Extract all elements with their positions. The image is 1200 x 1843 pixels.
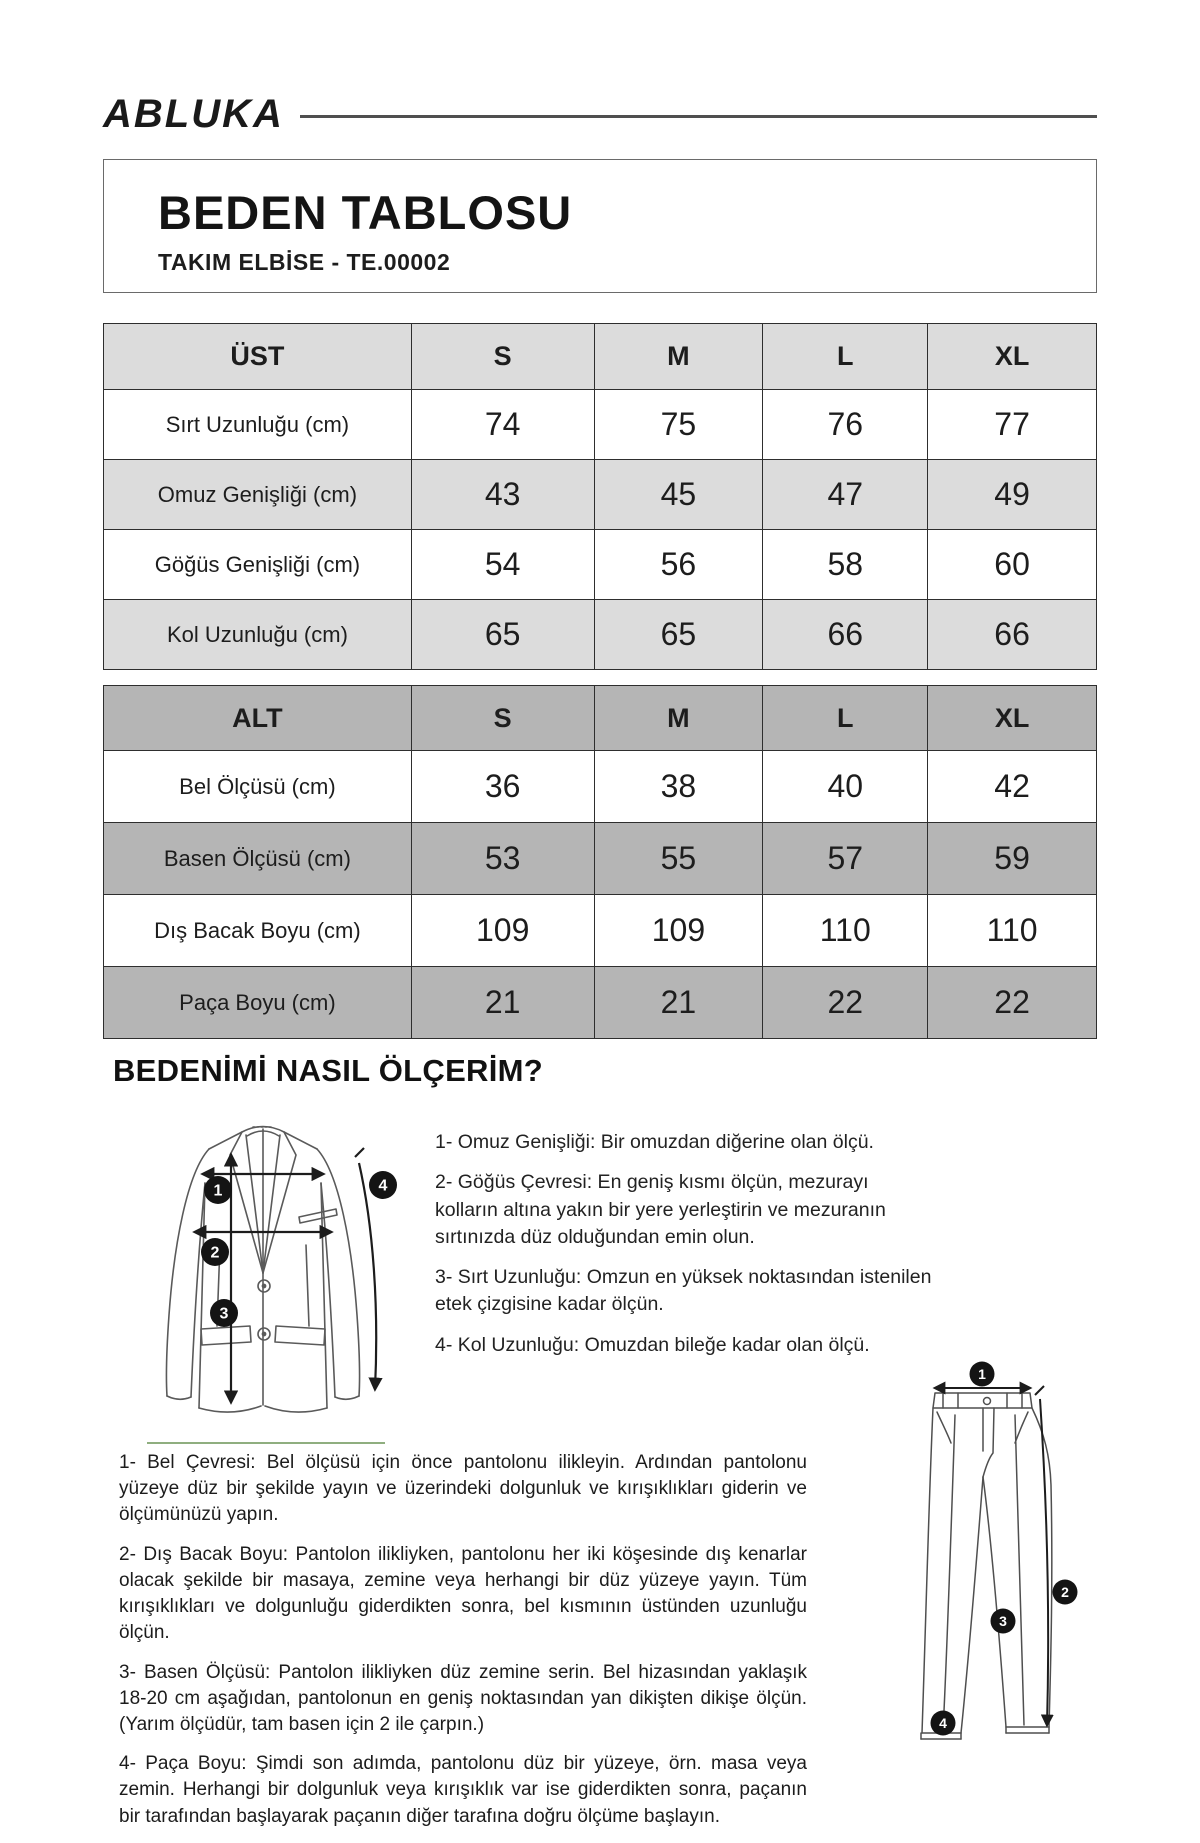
cell-value: 47	[763, 460, 928, 530]
col-header-m: M	[594, 324, 763, 390]
cell-value: 55	[594, 823, 763, 895]
cell-value: 109	[411, 895, 594, 967]
table-header-row	[104, 686, 1097, 751]
col-header-s: S	[411, 686, 594, 751]
pants-diagram-icon	[807, 1355, 1097, 1785]
pants-step: 3- Basen Ölçüsü: Pantolon ilikliyken düz zemine serin. Bel hizasından yaklaşık 18-20 cm aşağıdan, pantolonun en geniş noktasından yan dikişten dikişe ölçün. (Yarım ölçüdür, tam basen için 2 ile çarpın.)	[119, 1661, 807, 1735]
table-row	[104, 530, 1097, 600]
col-header-xl: XL	[928, 686, 1097, 751]
jacket-marker-3-icon	[210, 1299, 238, 1327]
svg-text:1: 1	[213, 1182, 223, 1200]
page-title: BEDEN TABLOSU	[158, 186, 573, 239]
row-label: Bel Ölçüsü (cm)	[104, 751, 412, 823]
jacket-marker-1-icon	[204, 1176, 232, 1204]
cell-value: 110	[928, 895, 1097, 967]
row-label: Kol Uzunluğu (cm)	[104, 600, 412, 670]
table-row	[104, 460, 1097, 530]
cell-value: 66	[928, 600, 1097, 670]
cell-value: 109	[594, 895, 763, 967]
pants-figure	[807, 1355, 1097, 1843]
cell-value: 53	[411, 823, 594, 895]
pants-step: 4- Paça Boyu: Şimdi son adımda, pantolonu düz bir yüzeye, örn. masa veya zemin. Herhangi bir dolgunluk veya kırışıklık var ise giderdikten sonra, paçanın bir tarafından başlayarak paçanın diğer tarafına doğru ölçüme başlayın.	[119, 1753, 807, 1827]
jacket-diagram-icon	[113, 1105, 413, 1435]
jacket-step: 2- Göğüs Çevresi: En geniş kısmı ölçün, mezurayı kolların altına yakın bir yere yerleştirin ve mezuranın sırtınızda düz olduğundan emin olun.	[435, 1171, 886, 1248]
col-header-xl: XL	[928, 324, 1097, 390]
brand-logo: ABLUKA	[103, 92, 284, 136]
table-header-row	[104, 324, 1097, 390]
col-header-s: S	[411, 324, 594, 390]
pants-marker-3-icon	[991, 1609, 1016, 1634]
pants-steps	[103, 1450, 807, 1843]
how-to-measure-heading: BEDENİMİ NASIL ÖLÇERİM?	[113, 1053, 544, 1088]
cell-value: 21	[594, 967, 763, 1039]
cell-value: 22	[763, 967, 928, 1039]
pants-marker-1-icon	[970, 1362, 995, 1387]
svg-text:2: 2	[1061, 1584, 1069, 1600]
jacket-ground-line	[147, 1442, 385, 1444]
jacket-step: 1- Omuz Genişliği: Bir omuzdan diğerine olan ölçü.	[435, 1131, 874, 1153]
product-code: TAKIM ELBİSE - TE.00002	[158, 249, 451, 275]
cell-value: 59	[928, 823, 1097, 895]
row-label: Göğüs Genişliği (cm)	[104, 530, 412, 600]
row-label: Dış Bacak Boyu (cm)	[104, 895, 412, 967]
brand-row	[103, 0, 1097, 137]
title-box	[103, 159, 1097, 293]
size-table-bottom	[103, 685, 1097, 1039]
cell-value: 65	[411, 600, 594, 670]
brand-divider	[300, 115, 1097, 118]
table-row	[104, 967, 1097, 1039]
pants-step: 1- Bel Çevresi: Bel ölçüsü için önce pantolonu ilikleyin. Ardından pantolonu yüzeye düz bir şekilde yayın ve üzerindeki dolgunluk ve kırışıklıkları giderin ve ölçümünüzü yapın.	[119, 1452, 807, 1526]
pants-marker-4-icon	[931, 1711, 956, 1736]
cell-value: 56	[594, 530, 763, 600]
col-header-l: L	[763, 686, 928, 751]
cell-value: 75	[594, 390, 763, 460]
jacket-figure	[103, 1105, 403, 1444]
jacket-step: 4- Kol Uzunluğu: Omuzdan bileğe kadar olan ölçü.	[435, 1333, 870, 1356]
pants-step: 2- Dış Bacak Boyu: Pantolon ilikliyken, pantolonu her iki köşesinde dış kenarlar olacak şekilde bir masaya, zemine veya herhangi bir düz yüzeye yayın. Tüm kırışıklıkları ve dolgunluğu giderdikten sonra, bel kısmının üstünden uzunluğu ölçün.	[119, 1543, 807, 1644]
cell-value: 58	[763, 530, 928, 600]
row-label: Basen Ölçüsü (cm)	[104, 823, 412, 895]
table-row	[104, 895, 1097, 967]
cell-value: 21	[411, 967, 594, 1039]
svg-text:4: 4	[378, 1177, 388, 1195]
cell-value: 76	[763, 390, 928, 460]
svg-text:3: 3	[999, 1613, 1007, 1629]
jacket-step: 3- Sırt Uzunluğu: Omzun en yüksek noktasından istenilen etek çizgisine kadar ölçün.	[435, 1266, 932, 1316]
row-label: Omuz Genişliği (cm)	[104, 460, 412, 530]
col-header-alt: ALT	[104, 686, 412, 751]
table-row	[104, 600, 1097, 670]
col-header-ust: ÜST	[104, 324, 412, 390]
cell-value: 38	[594, 751, 763, 823]
cell-value: 65	[594, 600, 763, 670]
cell-value: 43	[411, 460, 594, 530]
svg-text:4: 4	[939, 1715, 947, 1731]
cell-value: 110	[763, 895, 928, 967]
pants-marker-2-icon	[1053, 1580, 1078, 1605]
sleeve-length-arrow-icon	[359, 1163, 376, 1389]
col-header-m: M	[594, 686, 763, 751]
row-label: Sırt Uzunluğu (cm)	[104, 390, 412, 460]
pants-guide-section	[103, 1366, 1097, 1843]
col-header-l: L	[763, 324, 928, 390]
cell-value: 74	[411, 390, 594, 460]
table-row	[104, 751, 1097, 823]
cell-value: 66	[763, 600, 928, 670]
cell-value: 49	[928, 460, 1097, 530]
size-table-top	[103, 323, 1097, 670]
cell-value: 77	[928, 390, 1097, 460]
cell-value: 57	[763, 823, 928, 895]
cell-value: 45	[594, 460, 763, 530]
svg-text:3: 3	[219, 1305, 229, 1323]
jacket-marker-4-icon	[369, 1171, 397, 1199]
cell-value: 60	[928, 530, 1097, 600]
cell-value: 54	[411, 530, 594, 600]
svg-text:2: 2	[210, 1244, 220, 1262]
page	[103, 0, 1097, 1843]
cell-value: 22	[928, 967, 1097, 1039]
table-row	[104, 390, 1097, 460]
cell-value: 40	[763, 751, 928, 823]
table-row	[104, 823, 1097, 895]
cell-value: 36	[411, 751, 594, 823]
cell-value: 42	[928, 751, 1097, 823]
jacket-marker-2-icon	[201, 1238, 229, 1266]
row-label: Paça Boyu (cm)	[104, 967, 412, 1039]
svg-text:1: 1	[978, 1366, 986, 1382]
